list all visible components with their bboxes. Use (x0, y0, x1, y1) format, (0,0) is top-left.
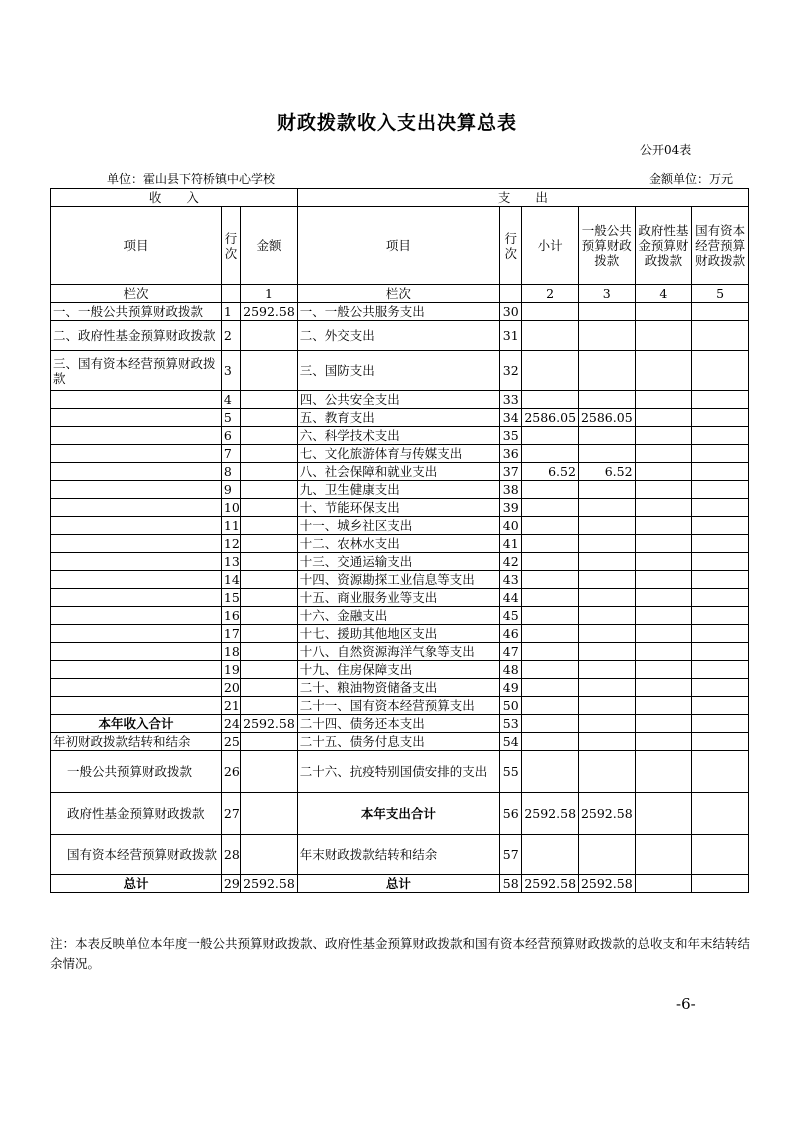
expense-subtotal (522, 733, 579, 751)
expense-general-budget (578, 553, 635, 571)
expense-state-capital (692, 535, 749, 553)
expense-row-no: 42 (500, 553, 522, 571)
income-item (51, 589, 222, 607)
income-row-no: 18 (221, 643, 240, 661)
expense-general-budget: 2592.58 (578, 793, 635, 835)
income-item-header: 项目 (51, 207, 222, 285)
expense-state-capital (692, 391, 749, 409)
expense-row-no: 40 (500, 517, 522, 535)
col-index-label: 栏次 (297, 285, 499, 303)
expense-gov-fund (635, 679, 692, 697)
expense-row-no: 39 (500, 499, 522, 517)
expense-gov-fund (635, 391, 692, 409)
expense-item: 十九、住房保障支出 (297, 661, 499, 679)
table-row (51, 445, 749, 463)
income-row-no: 24 (221, 715, 240, 733)
income-row-no: 2 (221, 321, 240, 351)
table-row (51, 697, 749, 715)
expense-gov-fund (635, 875, 692, 893)
expense-subtotal (522, 535, 579, 553)
expense-general-budget (578, 607, 635, 625)
expense-row-no: 35 (500, 427, 522, 445)
income-amount (241, 625, 298, 643)
table-row (51, 643, 749, 661)
subtotal-header: 小计 (522, 207, 579, 285)
income-item (51, 553, 222, 571)
table-row (51, 835, 749, 875)
income-amount (241, 481, 298, 499)
budget-summary-table (50, 188, 749, 893)
expense-subtotal (522, 589, 579, 607)
income-row-no: 28 (221, 835, 240, 875)
income-row-no: 14 (221, 571, 240, 589)
expense-row-no: 49 (500, 679, 522, 697)
expense-general-budget: 2592.58 (578, 875, 635, 893)
expense-row-no: 36 (500, 445, 522, 463)
expense-gov-fund (635, 625, 692, 643)
expense-general-budget (578, 697, 635, 715)
table-row (51, 733, 749, 751)
income-row-no: 5 (221, 409, 240, 427)
income-amount (241, 751, 298, 793)
income-amount (241, 427, 298, 445)
col-index-blank (221, 285, 240, 303)
expense-gov-fund (635, 351, 692, 391)
expense-item: 二十、粮油物资储备支出 (297, 679, 499, 697)
col-index-4: 4 (635, 285, 692, 303)
expense-item: 十四、资源勘探工业信息等支出 (297, 571, 499, 589)
expense-general-budget (578, 321, 635, 351)
expense-subtotal: 2592.58 (522, 793, 579, 835)
income-amount (241, 835, 298, 875)
income-item (51, 679, 222, 697)
expense-header: 支 出 (297, 189, 748, 207)
income-amount (241, 607, 298, 625)
expense-item: 十七、援助其他地区支出 (297, 625, 499, 643)
income-amount (241, 679, 298, 697)
expense-general-budget (578, 643, 635, 661)
expense-item: 十八、自然资源海洋气象等支出 (297, 643, 499, 661)
expense-subtotal (522, 553, 579, 571)
income-amount: 2592.58 (241, 875, 298, 893)
income-amount (241, 589, 298, 607)
expense-item: 四、公共安全支出 (297, 391, 499, 409)
expense-state-capital (692, 463, 749, 481)
expense-row-no: 37 (500, 463, 522, 481)
income-row-no: 16 (221, 607, 240, 625)
income-item (51, 409, 222, 427)
expense-item: 二十六、抗疫特别国债安排的支出 (297, 751, 499, 793)
expense-item-header: 项目 (297, 207, 499, 285)
expense-row-no: 48 (500, 661, 522, 679)
expense-state-capital (692, 427, 749, 445)
expense-general-budget (578, 661, 635, 679)
expense-gov-fund (635, 793, 692, 835)
expense-row-no: 58 (500, 875, 522, 893)
income-row-no: 20 (221, 679, 240, 697)
income-amount (241, 571, 298, 589)
expense-state-capital (692, 679, 749, 697)
income-item (51, 463, 222, 481)
income-row-no: 29 (221, 875, 240, 893)
income-amount (241, 321, 298, 351)
table-row (51, 589, 749, 607)
expense-state-capital (692, 499, 749, 517)
expense-item: 三、国防支出 (297, 351, 499, 391)
expense-item: 总计 (297, 875, 499, 893)
income-amount: 2592.58 (241, 303, 298, 321)
expense-row-no: 45 (500, 607, 522, 625)
expense-row-no: 33 (500, 391, 522, 409)
expense-item: 七、文化旅游体育与传媒支出 (297, 445, 499, 463)
expense-general-budget (578, 427, 635, 445)
income-amount (241, 351, 298, 391)
expense-item: 十五、商业服务业等支出 (297, 589, 499, 607)
expense-state-capital (692, 589, 749, 607)
income-item (51, 535, 222, 553)
expense-gov-fund (635, 607, 692, 625)
income-amount (241, 553, 298, 571)
expense-gov-fund (635, 303, 692, 321)
expense-subtotal (522, 751, 579, 793)
income-amount (241, 409, 298, 427)
expense-subtotal: 2586.05 (522, 409, 579, 427)
expense-state-capital (692, 303, 749, 321)
expense-state-capital (692, 733, 749, 751)
income-item: 年初财政拨款结转和结余 (51, 733, 222, 751)
expense-subtotal (522, 351, 579, 391)
expense-row-no: 30 (500, 303, 522, 321)
income-amount (241, 517, 298, 535)
income-item: 总计 (51, 875, 222, 893)
expense-general-budget (578, 481, 635, 499)
table-row (51, 535, 749, 553)
general-budget-header: 一般公共预算财政拨款 (578, 207, 635, 285)
table-row (51, 751, 749, 793)
expense-subtotal (522, 607, 579, 625)
expense-gov-fund (635, 661, 692, 679)
expense-item: 二十五、债务付息支出 (297, 733, 499, 751)
income-row-no: 21 (221, 697, 240, 715)
expense-row-no-header: 行次 (500, 207, 522, 285)
page-title: 财政拨款收入支出决算总表 (276, 112, 517, 134)
expense-subtotal (522, 661, 579, 679)
table-row (51, 625, 749, 643)
expense-state-capital (692, 643, 749, 661)
income-row-no: 7 (221, 445, 240, 463)
table-row (51, 571, 749, 589)
expense-row-no: 38 (500, 481, 522, 499)
income-row-no: 17 (221, 625, 240, 643)
expense-row-no: 41 (500, 535, 522, 553)
expense-general-budget (578, 835, 635, 875)
expense-item: 一、一般公共服务支出 (297, 303, 499, 321)
expense-state-capital (692, 715, 749, 733)
expense-state-capital (692, 661, 749, 679)
expense-gov-fund (635, 643, 692, 661)
income-amount (241, 463, 298, 481)
col-index-blank (500, 285, 522, 303)
income-amount (241, 733, 298, 751)
income-item: 本年收入合计 (51, 715, 222, 733)
expense-item: 二十四、债务还本支出 (297, 715, 499, 733)
table-row (51, 391, 749, 409)
expense-general-budget: 6.52 (578, 463, 635, 481)
expense-item: 九、卫生健康支出 (297, 481, 499, 499)
income-row-no: 4 (221, 391, 240, 409)
expense-gov-fund (635, 463, 692, 481)
expense-gov-fund (635, 571, 692, 589)
expense-state-capital (692, 607, 749, 625)
expense-row-no: 54 (500, 733, 522, 751)
table-row (51, 793, 749, 835)
expense-gov-fund (635, 427, 692, 445)
expense-gov-fund (635, 409, 692, 427)
income-amount (241, 445, 298, 463)
expense-subtotal (522, 391, 579, 409)
expense-item: 二、外交支出 (297, 321, 499, 351)
table-row (51, 875, 749, 893)
table-row (51, 427, 749, 445)
income-row-no: 10 (221, 499, 240, 517)
expense-state-capital (692, 835, 749, 875)
income-row-no: 15 (221, 589, 240, 607)
expense-general-budget: 2586.05 (578, 409, 635, 427)
income-item (51, 481, 222, 499)
expense-subtotal: 2592.58 (522, 875, 579, 893)
expense-item: 十三、交通运输支出 (297, 553, 499, 571)
expense-gov-fund (635, 589, 692, 607)
expense-gov-fund (635, 835, 692, 875)
expense-state-capital (692, 697, 749, 715)
table-row (51, 553, 749, 571)
table-row (51, 351, 749, 391)
income-row-no: 9 (221, 481, 240, 499)
expense-subtotal (522, 445, 579, 463)
income-amount (241, 661, 298, 679)
income-row-no: 1 (221, 303, 240, 321)
expense-state-capital (692, 517, 749, 535)
expense-row-no: 32 (500, 351, 522, 391)
income-amount-header: 金额 (241, 207, 298, 285)
income-amount (241, 535, 298, 553)
expense-subtotal: 6.52 (522, 463, 579, 481)
expense-row-no: 44 (500, 589, 522, 607)
expense-row-no: 57 (500, 835, 522, 875)
expense-subtotal (522, 835, 579, 875)
expense-gov-fund (635, 697, 692, 715)
expense-row-no: 47 (500, 643, 522, 661)
expense-row-no: 43 (500, 571, 522, 589)
expense-general-budget (578, 589, 635, 607)
expense-general-budget (578, 303, 635, 321)
income-item (51, 517, 222, 535)
expense-row-no: 31 (500, 321, 522, 351)
expense-gov-fund (635, 321, 692, 351)
income-item (51, 445, 222, 463)
expense-general-budget (578, 571, 635, 589)
expense-subtotal (522, 679, 579, 697)
expense-item: 十、节能环保支出 (297, 499, 499, 517)
expense-state-capital (692, 571, 749, 589)
income-item: 国有资本经营预算财政拨款 (51, 835, 222, 875)
expense-general-budget (578, 625, 635, 643)
income-row-no: 19 (221, 661, 240, 679)
expense-row-no: 34 (500, 409, 522, 427)
table-row (51, 607, 749, 625)
expense-row-no: 50 (500, 697, 522, 715)
income-row-no: 6 (221, 427, 240, 445)
income-row-no: 26 (221, 751, 240, 793)
expense-subtotal (522, 427, 579, 445)
expense-subtotal (522, 625, 579, 643)
expense-item: 十一、城乡社区支出 (297, 517, 499, 535)
expense-gov-fund (635, 733, 692, 751)
expense-state-capital (692, 793, 749, 835)
income-amount: 2592.58 (241, 715, 298, 733)
income-item: 政府性基金预算财政拨款 (51, 793, 222, 835)
expense-general-budget (578, 517, 635, 535)
table-note: 注：本表反映单位本年度一般公共预算财政拨款、政府性基金预算财政拨款和国有资本经营预算财政拨款的总收支和年末结转结余情况。 (50, 936, 751, 971)
income-row-no: 11 (221, 517, 240, 535)
income-item (51, 391, 222, 409)
income-header: 收 入 (51, 189, 298, 207)
income-item (51, 661, 222, 679)
expense-item: 六、科学技术支出 (297, 427, 499, 445)
table-row (51, 499, 749, 517)
expense-state-capital (692, 351, 749, 391)
expense-state-capital (692, 751, 749, 793)
table-row (51, 303, 749, 321)
expense-state-capital (692, 321, 749, 351)
table-row (51, 463, 749, 481)
expense-row-no: 56 (500, 793, 522, 835)
col-index-label: 栏次 (51, 285, 222, 303)
expense-general-budget (578, 733, 635, 751)
income-row-no: 3 (221, 351, 240, 391)
col-index-5: 5 (692, 285, 749, 303)
table-row (51, 321, 749, 351)
expense-state-capital (692, 409, 749, 427)
table-row (51, 517, 749, 535)
expense-subtotal (522, 571, 579, 589)
col-index-3: 3 (578, 285, 635, 303)
expense-gov-fund (635, 751, 692, 793)
expense-gov-fund (635, 445, 692, 463)
expense-state-capital (692, 481, 749, 499)
expense-subtotal (522, 517, 579, 535)
expense-general-budget (578, 679, 635, 697)
income-amount (241, 391, 298, 409)
income-amount (241, 643, 298, 661)
expense-general-budget (578, 351, 635, 391)
income-item (51, 625, 222, 643)
income-item: 三、国有资本经营预算财政拨款 (51, 351, 222, 391)
expense-subtotal (522, 481, 579, 499)
table-row (51, 661, 749, 679)
state-capital-header: 国有资本经营预算财政拨款 (692, 207, 749, 285)
expense-general-budget (578, 715, 635, 733)
expense-state-capital (692, 553, 749, 571)
income-amount (241, 499, 298, 517)
income-item (51, 643, 222, 661)
income-item (51, 499, 222, 517)
expense-subtotal (522, 321, 579, 351)
col-index-2: 2 (522, 285, 579, 303)
form-number: 公开04表 (640, 143, 692, 157)
income-item (51, 697, 222, 715)
income-row-no: 8 (221, 463, 240, 481)
income-item (51, 607, 222, 625)
expense-gov-fund (635, 481, 692, 499)
table-row (51, 715, 749, 733)
expense-gov-fund (635, 715, 692, 733)
expense-gov-fund (635, 553, 692, 571)
expense-subtotal (522, 697, 579, 715)
expense-gov-fund (635, 535, 692, 553)
table-row (51, 409, 749, 427)
reporting-unit: 单位：霍山县下符桥镇中心学校 (107, 172, 276, 186)
income-item (51, 571, 222, 589)
expense-item: 本年支出合计 (297, 793, 499, 835)
expense-item: 二十一、国有资本经营预算支出 (297, 697, 499, 715)
expense-subtotal (522, 303, 579, 321)
expense-item: 八、社会保障和就业支出 (297, 463, 499, 481)
expense-general-budget (578, 535, 635, 553)
income-amount (241, 793, 298, 835)
gov-fund-header: 政府性基金预算财政拨款 (635, 207, 692, 285)
expense-item: 五、教育支出 (297, 409, 499, 427)
expense-state-capital (692, 445, 749, 463)
expense-subtotal (522, 499, 579, 517)
income-item: 二、政府性基金预算财政拨款 (51, 321, 222, 351)
income-item (51, 427, 222, 445)
income-row-no-header: 行次 (221, 207, 240, 285)
expense-general-budget (578, 445, 635, 463)
table-row (51, 481, 749, 499)
expense-row-no: 46 (500, 625, 522, 643)
income-item: 一、一般公共预算财政拨款 (51, 303, 222, 321)
table-row (51, 679, 749, 697)
expense-subtotal (522, 715, 579, 733)
expense-state-capital (692, 625, 749, 643)
amount-unit: 金额单位：万元 (649, 172, 734, 186)
expense-general-budget (578, 391, 635, 409)
income-item: 一般公共预算财政拨款 (51, 751, 222, 793)
expense-gov-fund (635, 517, 692, 535)
income-row-no: 25 (221, 733, 240, 751)
income-row-no: 27 (221, 793, 240, 835)
expense-gov-fund (635, 499, 692, 517)
expense-general-budget (578, 751, 635, 793)
expense-item: 年末财政拨款结转和结余 (297, 835, 499, 875)
income-row-no: 13 (221, 553, 240, 571)
expense-subtotal (522, 643, 579, 661)
expense-row-no: 53 (500, 715, 522, 733)
income-row-no: 12 (221, 535, 240, 553)
expense-item: 十六、金融支出 (297, 607, 499, 625)
expense-row-no: 55 (500, 751, 522, 793)
expense-general-budget (578, 499, 635, 517)
col-index-1: 1 (241, 285, 298, 303)
page-number: -6- (676, 995, 696, 1013)
income-amount (241, 697, 298, 715)
expense-state-capital (692, 875, 749, 893)
expense-item: 十二、农林水支出 (297, 535, 499, 553)
